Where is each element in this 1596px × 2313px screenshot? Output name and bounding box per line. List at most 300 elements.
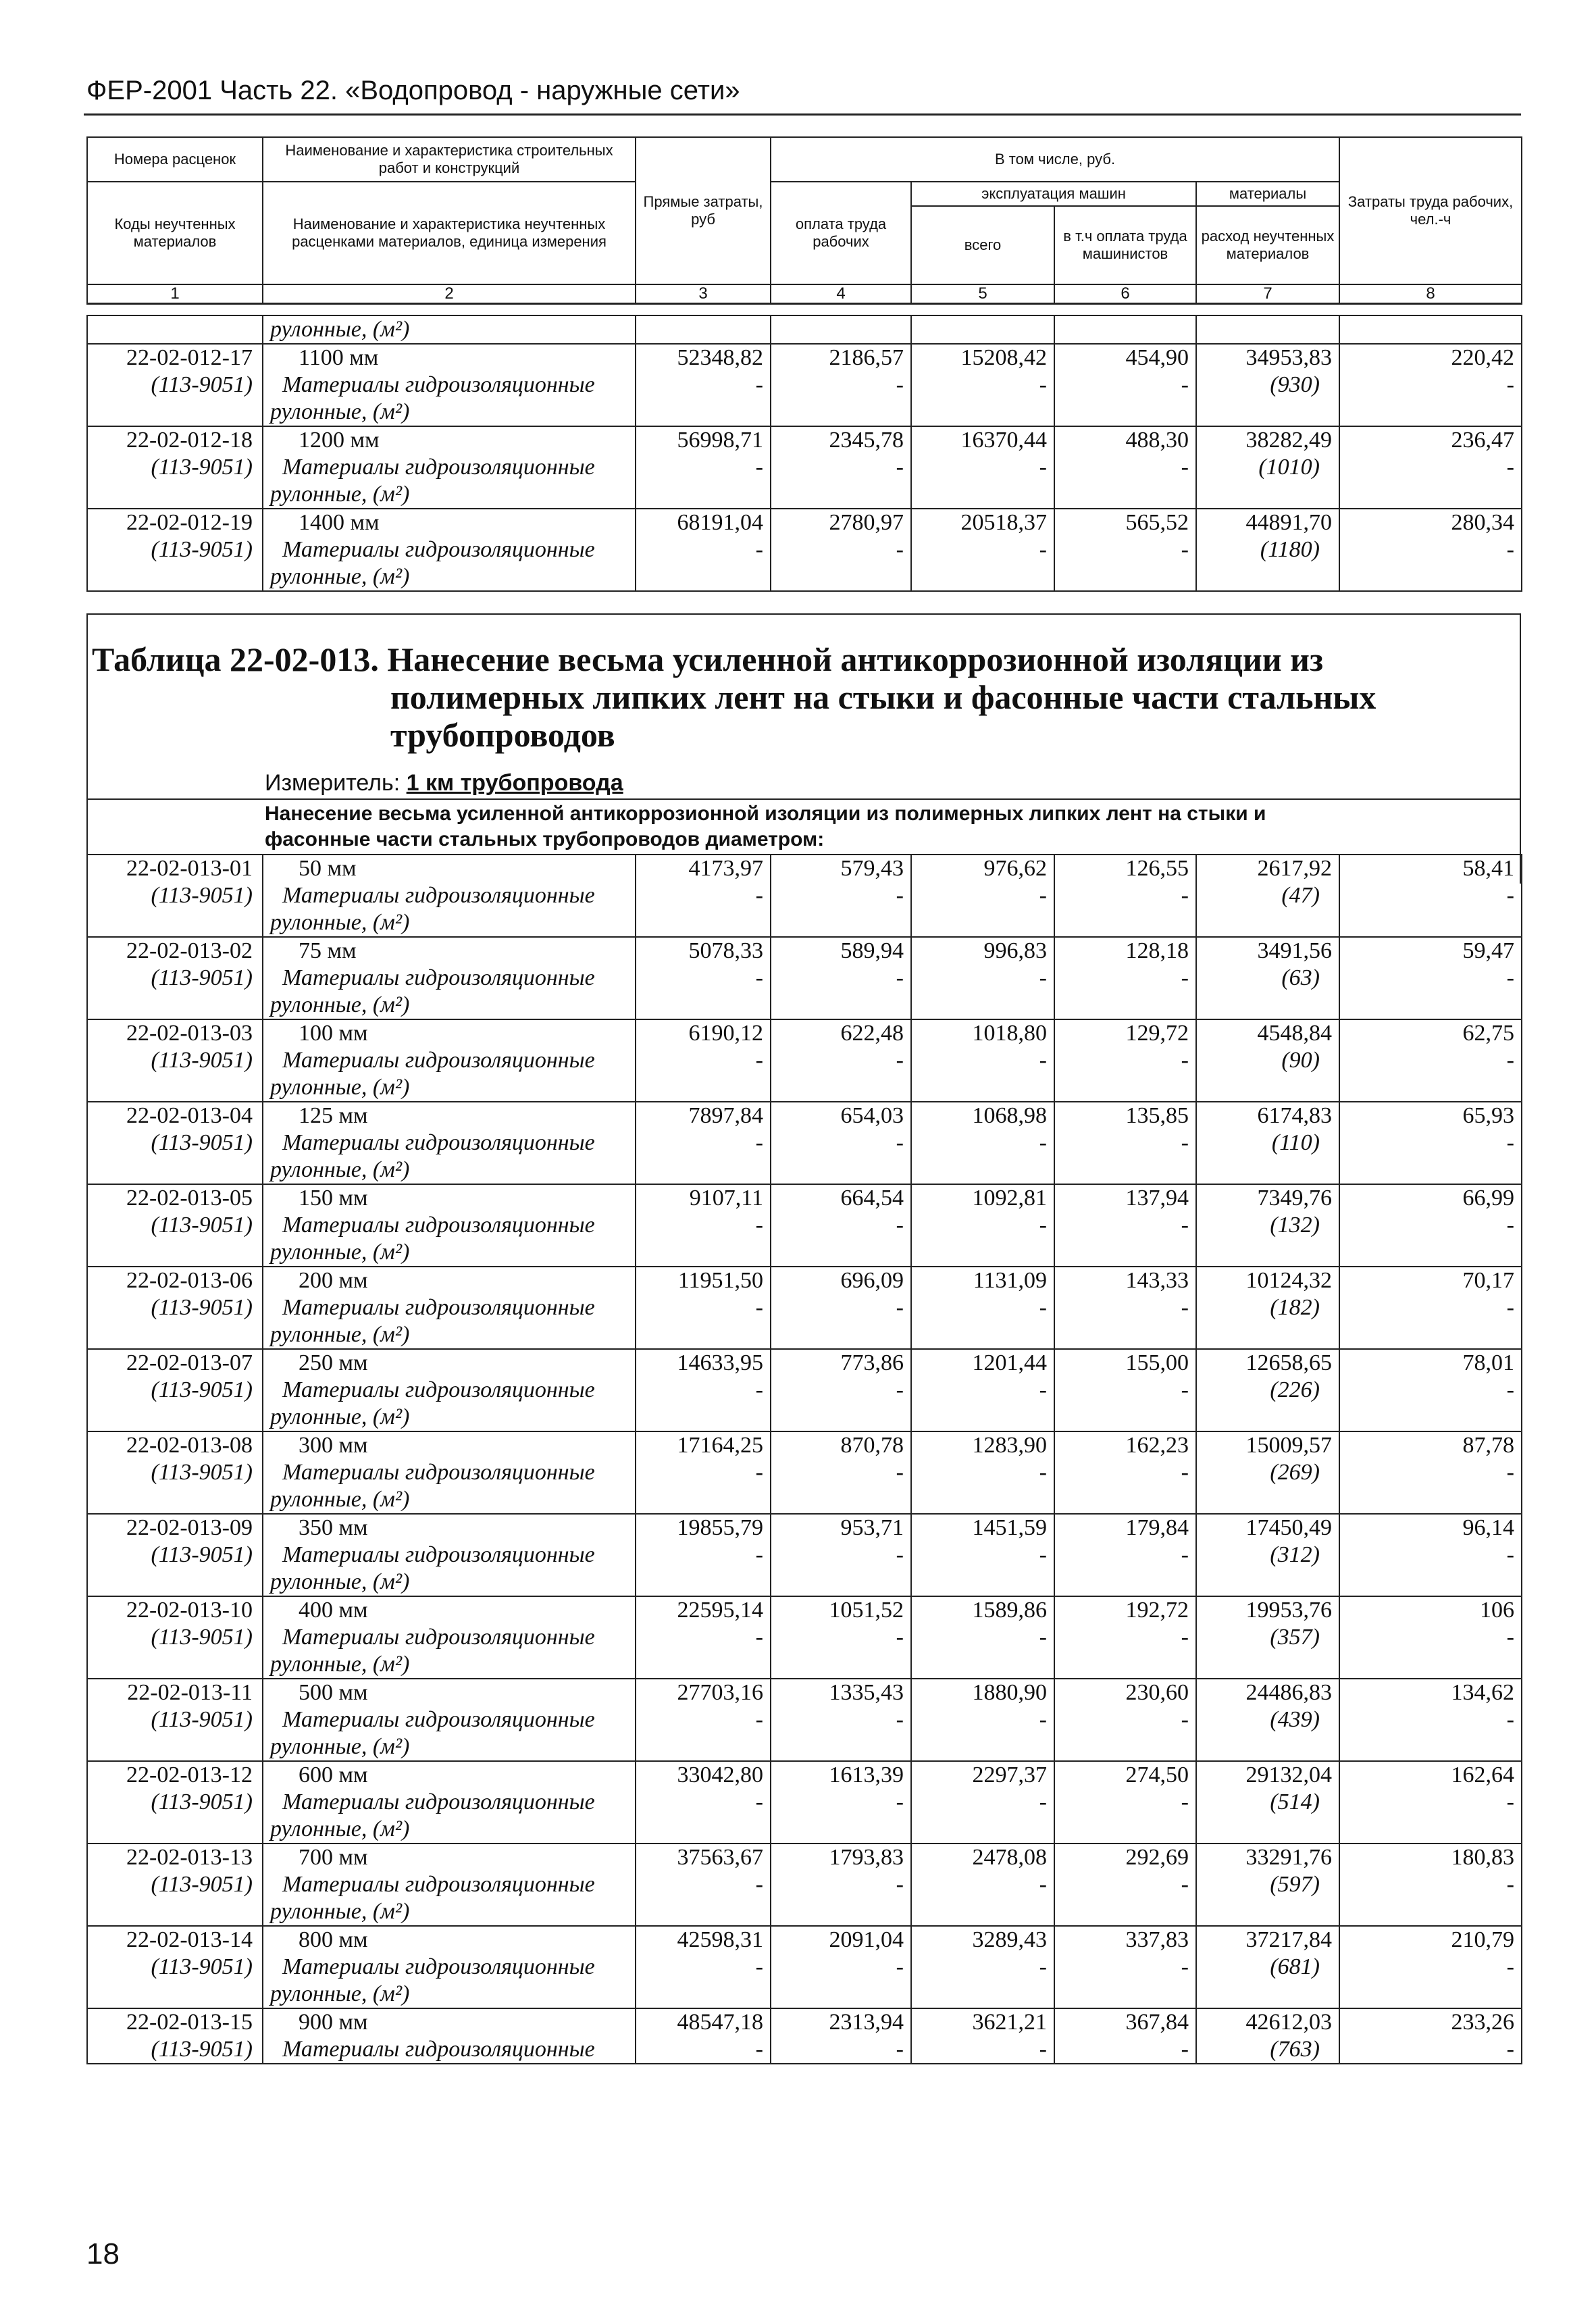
empty-cell bbox=[911, 563, 1054, 591]
work-size: 1200 мм bbox=[263, 426, 636, 454]
machines-pay: 179,84 bbox=[1054, 1514, 1196, 1542]
dash-cell: - bbox=[911, 536, 1054, 563]
empty-cell bbox=[771, 1651, 911, 1679]
labor-hours: 58,41 bbox=[1339, 855, 1522, 882]
empty-cell bbox=[911, 1321, 1054, 1349]
empty-cell bbox=[636, 1898, 771, 1926]
table-row-unit bbox=[87, 909, 1522, 937]
dash-cell: - bbox=[1339, 1954, 1522, 1981]
material-qty: (312) bbox=[1196, 1542, 1339, 1569]
dash-cell: - bbox=[771, 372, 911, 399]
material-code: (113-9051) bbox=[87, 1954, 263, 1981]
empty-cell bbox=[1339, 481, 1522, 509]
table-title bbox=[92, 640, 1517, 754]
labor-hours: 134,62 bbox=[1339, 1679, 1522, 1706]
empty-cell bbox=[771, 1239, 911, 1267]
header-rule bbox=[84, 113, 1521, 116]
dash-cell: - bbox=[1054, 1789, 1196, 1816]
material-name: Материалы гидроизоляционные bbox=[263, 965, 636, 992]
dash-cell: - bbox=[1339, 1624, 1522, 1651]
empty-cell bbox=[1339, 563, 1522, 591]
dash-cell: - bbox=[771, 1047, 911, 1074]
dash-cell: - bbox=[636, 1624, 771, 1651]
dash-cell: - bbox=[911, 1624, 1054, 1651]
table-row bbox=[87, 1267, 1522, 1294]
material-name: Материалы гидроизоляционные bbox=[263, 1624, 636, 1651]
section-heading-line1: Нанесение весьма усиленной антикоррозионной изоляции из полимерных липких лент на стыки и bbox=[265, 803, 1266, 825]
header-labor-hours: Затраты труда рабочих, чел.-ч bbox=[1339, 137, 1522, 284]
dash-cell: - bbox=[636, 1706, 771, 1733]
empty-cell bbox=[911, 1898, 1054, 1926]
material-name: Материалы гидроизоляционные bbox=[263, 882, 636, 909]
material-qty: (226) bbox=[1196, 1377, 1339, 1404]
dash-cell: - bbox=[636, 1129, 771, 1156]
labor-pay: 2313,94 bbox=[771, 2008, 911, 2036]
work-size: 150 мм bbox=[263, 1184, 636, 1212]
labor-pay: 622,48 bbox=[771, 1019, 911, 1047]
empty-cell bbox=[911, 909, 1054, 937]
table-row-material bbox=[87, 454, 1522, 481]
direct-costs: 14633,95 bbox=[636, 1349, 771, 1377]
materials-cost: 15009,57 bbox=[1196, 1431, 1339, 1459]
labor-hours: 62,75 bbox=[1339, 1019, 1522, 1047]
machines-total: 20518,37 bbox=[911, 509, 1054, 536]
dash-cell: - bbox=[636, 1459, 771, 1486]
material-unit: рулонные, (м²) bbox=[263, 1486, 636, 1514]
work-size: 350 мм bbox=[263, 1514, 636, 1542]
dash-cell: - bbox=[1339, 1129, 1522, 1156]
table-header bbox=[86, 136, 1522, 305]
machines-total: 976,62 bbox=[911, 855, 1054, 882]
empty-cell bbox=[911, 1651, 1054, 1679]
work-size: 800 мм bbox=[263, 1926, 636, 1954]
material-unit: рулонные, (м²) bbox=[263, 909, 636, 937]
empty-cell bbox=[911, 992, 1054, 1019]
material-name: Материалы гидроизоляционные bbox=[263, 1871, 636, 1898]
empty-cell bbox=[1054, 315, 1196, 344]
header-num: 2 bbox=[263, 284, 636, 304]
empty-cell bbox=[636, 1569, 771, 1596]
dash-cell: - bbox=[911, 1377, 1054, 1404]
machines-pay: 488,30 bbox=[1054, 426, 1196, 454]
empty-cell bbox=[771, 399, 911, 426]
materials-cost: 17450,49 bbox=[1196, 1514, 1339, 1542]
empty-cell bbox=[1339, 1816, 1522, 1844]
material-code: (113-9051) bbox=[87, 1294, 263, 1321]
material-unit: рулонные, (м²) bbox=[263, 399, 636, 426]
empty-cell bbox=[1054, 399, 1196, 426]
table-row-unit bbox=[87, 1981, 1522, 2008]
dash-cell: - bbox=[636, 1047, 771, 1074]
empty-cell bbox=[1054, 1486, 1196, 1514]
empty-cell bbox=[911, 399, 1054, 426]
header-machines: эксплуатация машин bbox=[911, 182, 1196, 206]
table2-body bbox=[86, 854, 1522, 2064]
rate-code: 22-02-012-18 bbox=[87, 426, 263, 454]
dash-cell: - bbox=[771, 2036, 911, 2064]
empty-cell bbox=[1054, 1321, 1196, 1349]
dash-cell: - bbox=[636, 1377, 771, 1404]
table-row-unit bbox=[87, 1486, 1522, 1514]
empty-cell bbox=[87, 1981, 263, 2008]
table-row bbox=[87, 1019, 1522, 1047]
material-name: Материалы гидроизоляционные bbox=[263, 2036, 636, 2064]
materials-cost: 4548,84 bbox=[1196, 1019, 1339, 1047]
section-rule bbox=[86, 798, 1521, 800]
dash-cell: - bbox=[636, 1954, 771, 1981]
material-name: Материалы гидроизоляционные bbox=[263, 1542, 636, 1569]
empty-cell bbox=[1196, 1486, 1339, 1514]
empty-cell bbox=[636, 481, 771, 509]
dash-cell: - bbox=[1054, 1047, 1196, 1074]
labor-pay: 1051,52 bbox=[771, 1596, 911, 1624]
table-row bbox=[87, 855, 1522, 882]
labor-pay: 579,43 bbox=[771, 855, 911, 882]
dash-cell: - bbox=[636, 454, 771, 481]
work-size: 300 мм bbox=[263, 1431, 636, 1459]
table-row-material bbox=[87, 2036, 1522, 2064]
table-title-line2: полимерных липких лент на стыки и фасонные части стальных bbox=[390, 678, 1376, 716]
material-unit: рулонные, (м²) bbox=[263, 1981, 636, 2008]
work-size: 200 мм bbox=[263, 1267, 636, 1294]
table-row-material bbox=[87, 536, 1522, 563]
empty-cell bbox=[1196, 1404, 1339, 1431]
table-row-material bbox=[87, 882, 1522, 909]
empty-cell bbox=[636, 1733, 771, 1761]
labor-hours: 96,14 bbox=[1339, 1514, 1522, 1542]
empty-cell bbox=[1196, 1321, 1339, 1349]
dash-cell: - bbox=[771, 1871, 911, 1898]
dash-cell: - bbox=[1339, 1789, 1522, 1816]
empty-cell bbox=[911, 1816, 1054, 1844]
empty-cell bbox=[636, 1404, 771, 1431]
work-size: 75 мм bbox=[263, 937, 636, 965]
machines-total: 1018,80 bbox=[911, 1019, 1054, 1047]
work-size: 1100 мм bbox=[263, 344, 636, 372]
empty-cell bbox=[1196, 992, 1339, 1019]
dash-cell: - bbox=[1054, 1294, 1196, 1321]
table-row bbox=[87, 1761, 1522, 1789]
dash-cell: - bbox=[911, 882, 1054, 909]
direct-costs: 5078,33 bbox=[636, 937, 771, 965]
title-frame-left bbox=[86, 613, 88, 884]
dash-cell: - bbox=[636, 1212, 771, 1239]
direct-costs: 17164,25 bbox=[636, 1431, 771, 1459]
dash-cell: - bbox=[911, 965, 1054, 992]
labor-pay: 1613,39 bbox=[771, 1761, 911, 1789]
material-qty: (439) bbox=[1196, 1706, 1339, 1733]
labor-pay: 2780,97 bbox=[771, 509, 911, 536]
rate-code: 22-02-013-08 bbox=[87, 1431, 263, 1459]
empty-cell bbox=[636, 1651, 771, 1679]
rate-code: 22-02-012-19 bbox=[87, 509, 263, 536]
dash-cell: - bbox=[911, 1294, 1054, 1321]
material-unit: рулонные, (м²) bbox=[263, 1569, 636, 1596]
title-frame-top bbox=[86, 613, 1521, 615]
empty-cell bbox=[1054, 1733, 1196, 1761]
empty-cell bbox=[636, 992, 771, 1019]
materials-cost: 38282,49 bbox=[1196, 426, 1339, 454]
table-row bbox=[87, 509, 1522, 536]
labor-hours: 210,79 bbox=[1339, 1926, 1522, 1954]
labor-pay: 2186,57 bbox=[771, 344, 911, 372]
labor-hours: 162,64 bbox=[1339, 1761, 1522, 1789]
machines-pay: 155,00 bbox=[1054, 1349, 1196, 1377]
machines-pay: 337,83 bbox=[1054, 1926, 1196, 1954]
empty-cell bbox=[87, 315, 263, 344]
direct-costs: 22595,14 bbox=[636, 1596, 771, 1624]
rate-code: 22-02-013-10 bbox=[87, 1596, 263, 1624]
material-qty: (90) bbox=[1196, 1047, 1339, 1074]
rate-code: 22-02-013-12 bbox=[87, 1761, 263, 1789]
dash-cell: - bbox=[771, 1212, 911, 1239]
empty-cell bbox=[771, 1486, 911, 1514]
header-num: 4 bbox=[771, 284, 911, 304]
dash-cell: - bbox=[636, 2036, 771, 2064]
dash-cell: - bbox=[1054, 1954, 1196, 1981]
materials-cost: 34953,83 bbox=[1196, 344, 1339, 372]
dash-cell: - bbox=[771, 1542, 911, 1569]
header-machines-pay: в т.ч оплата труда машинистов bbox=[1054, 206, 1196, 284]
dash-cell: - bbox=[771, 1954, 911, 1981]
empty-cell bbox=[636, 1981, 771, 2008]
material-code: (113-9051) bbox=[87, 1871, 263, 1898]
material-unit: рулонные, (м²) bbox=[263, 1074, 636, 1102]
labor-pay: 870,78 bbox=[771, 1431, 911, 1459]
rate-code: 22-02-013-02 bbox=[87, 937, 263, 965]
materials-cost: 3491,56 bbox=[1196, 937, 1339, 965]
dash-cell: - bbox=[1339, 1706, 1522, 1733]
table-title-line3: трубопроводов bbox=[390, 716, 615, 754]
dash-cell: - bbox=[1054, 1542, 1196, 1569]
machines-pay: 292,69 bbox=[1054, 1844, 1196, 1871]
table-row-material bbox=[87, 965, 1522, 992]
dash-cell: - bbox=[771, 1377, 911, 1404]
direct-costs: 9107,11 bbox=[636, 1184, 771, 1212]
material-name: Материалы гидроизоляционные bbox=[263, 1706, 636, 1733]
empty-cell bbox=[771, 481, 911, 509]
header-labor-pay: оплата труда рабочих bbox=[771, 182, 911, 284]
empty-cell bbox=[911, 1074, 1054, 1102]
dash-cell: - bbox=[1054, 1706, 1196, 1733]
header-materials-unaccounted: расход неучтенных материалов bbox=[1196, 206, 1339, 284]
empty-cell bbox=[1054, 1239, 1196, 1267]
material-code: (113-9051) bbox=[87, 965, 263, 992]
direct-costs: 7897,84 bbox=[636, 1102, 771, 1129]
empty-cell bbox=[1054, 1404, 1196, 1431]
table-row-unit bbox=[87, 1404, 1522, 1431]
material-qty: (63) bbox=[1196, 965, 1339, 992]
dash-cell: - bbox=[771, 1129, 911, 1156]
empty-cell bbox=[87, 1239, 263, 1267]
table-row-unit bbox=[87, 481, 1522, 509]
empty-cell bbox=[1054, 1816, 1196, 1844]
table-row bbox=[87, 2008, 1522, 2036]
empty-cell bbox=[1339, 1321, 1522, 1349]
empty-cell bbox=[771, 1569, 911, 1596]
direct-costs: 33042,80 bbox=[636, 1761, 771, 1789]
empty-cell bbox=[636, 1156, 771, 1184]
header-col2-top: Наименование и характеристика строительных работ и конструкций bbox=[263, 137, 636, 182]
labor-hours: 180,83 bbox=[1339, 1844, 1522, 1871]
rate-code: 22-02-013-09 bbox=[87, 1514, 263, 1542]
material-code: (113-9051) bbox=[87, 1047, 263, 1074]
machines-pay: 230,60 bbox=[1054, 1679, 1196, 1706]
empty-cell bbox=[1054, 992, 1196, 1019]
materials-cost: 10124,32 bbox=[1196, 1267, 1339, 1294]
empty-cell bbox=[1339, 1486, 1522, 1514]
header-col2-bottom: Наименование и характеристика неучтенных расценками материалов, единица измерения bbox=[263, 182, 636, 284]
table-row bbox=[87, 1349, 1522, 1377]
materials-cost: 7349,76 bbox=[1196, 1184, 1339, 1212]
material-qty: (47) bbox=[1196, 882, 1339, 909]
direct-costs: 11951,50 bbox=[636, 1267, 771, 1294]
dash-cell: - bbox=[911, 1871, 1054, 1898]
empty-cell bbox=[87, 1733, 263, 1761]
labor-pay: 773,86 bbox=[771, 1349, 911, 1377]
material-code: (113-9051) bbox=[87, 454, 263, 481]
empty-cell bbox=[911, 1404, 1054, 1431]
dash-cell: - bbox=[771, 1459, 911, 1486]
header-including: В том числе, руб. bbox=[771, 137, 1339, 182]
dash-cell: - bbox=[1054, 536, 1196, 563]
dash-cell: - bbox=[1054, 2036, 1196, 2064]
rate-code: 22-02-013-14 bbox=[87, 1926, 263, 1954]
empty-cell bbox=[771, 315, 911, 344]
machines-total: 1283,90 bbox=[911, 1431, 1054, 1459]
empty-cell bbox=[1196, 1981, 1339, 2008]
table-row-material bbox=[87, 1294, 1522, 1321]
rate-code: 22-02-013-04 bbox=[87, 1102, 263, 1129]
dash-cell: - bbox=[636, 882, 771, 909]
machines-pay: 367,84 bbox=[1054, 2008, 1196, 2036]
header-col1-bottom: Коды неучтенных материалов bbox=[87, 182, 263, 284]
material-qty: (269) bbox=[1196, 1459, 1339, 1486]
dash-cell: - bbox=[911, 454, 1054, 481]
material-name: Материалы гидроизоляционные bbox=[263, 454, 636, 481]
machines-pay: 274,50 bbox=[1054, 1761, 1196, 1789]
material-code: (113-9051) bbox=[87, 1129, 263, 1156]
material-qty: (357) bbox=[1196, 1624, 1339, 1651]
dash-cell: - bbox=[1339, 536, 1522, 563]
empty-cell bbox=[911, 315, 1054, 344]
work-size: 500 мм bbox=[263, 1679, 636, 1706]
empty-cell bbox=[636, 315, 771, 344]
dash-cell: - bbox=[1054, 454, 1196, 481]
table-row bbox=[87, 1102, 1522, 1129]
material-unit: рулонные, (м²) bbox=[263, 563, 636, 591]
material-name: Материалы гидроизоляционные bbox=[263, 1459, 636, 1486]
empty-cell bbox=[1339, 909, 1522, 937]
labor-hours: 78,01 bbox=[1339, 1349, 1522, 1377]
material-code: (113-9051) bbox=[87, 1624, 263, 1651]
work-size: 125 мм bbox=[263, 1102, 636, 1129]
header-machines-total: всего bbox=[911, 206, 1054, 284]
labor-pay: 664,54 bbox=[771, 1184, 911, 1212]
rate-code: 22-02-013-03 bbox=[87, 1019, 263, 1047]
empty-cell bbox=[1196, 1733, 1339, 1761]
materials-cost: 44891,70 bbox=[1196, 509, 1339, 536]
dash-cell: - bbox=[771, 965, 911, 992]
material-unit: рулонные, (м²) bbox=[263, 1156, 636, 1184]
work-size: 100 мм bbox=[263, 1019, 636, 1047]
empty-cell bbox=[87, 1404, 263, 1431]
labor-pay: 1335,43 bbox=[771, 1679, 911, 1706]
machines-pay: 143,33 bbox=[1054, 1267, 1196, 1294]
material-unit: рулонные, (м²) bbox=[263, 992, 636, 1019]
table-row-material bbox=[87, 1377, 1522, 1404]
material-unit: рулонные, (м²) bbox=[263, 1404, 636, 1431]
empty-cell bbox=[911, 1733, 1054, 1761]
material-qty: (681) bbox=[1196, 1954, 1339, 1981]
direct-costs: 4173,97 bbox=[636, 855, 771, 882]
empty-cell bbox=[636, 909, 771, 937]
empty-cell bbox=[1054, 1898, 1196, 1926]
empty-cell bbox=[1196, 315, 1339, 344]
direct-costs: 52348,82 bbox=[636, 344, 771, 372]
table-row bbox=[87, 344, 1522, 372]
empty-cell bbox=[1339, 1651, 1522, 1679]
material-code: (113-9051) bbox=[87, 1706, 263, 1733]
materials-cost: 29132,04 bbox=[1196, 1761, 1339, 1789]
empty-cell bbox=[1196, 1651, 1339, 1679]
empty-cell bbox=[1196, 1816, 1339, 1844]
dash-cell: - bbox=[636, 536, 771, 563]
empty-cell bbox=[87, 563, 263, 591]
labor-hours: 236,47 bbox=[1339, 426, 1522, 454]
table-row-material bbox=[87, 1706, 1522, 1733]
empty-cell bbox=[636, 1486, 771, 1514]
table-row-material bbox=[87, 1129, 1522, 1156]
header-num: 7 bbox=[1196, 284, 1339, 304]
dash-cell: - bbox=[771, 1294, 911, 1321]
empty-cell bbox=[1196, 1074, 1339, 1102]
dash-cell: - bbox=[771, 1789, 911, 1816]
header-num: 5 bbox=[911, 284, 1054, 304]
material-unit: рулонные, (м²) bbox=[263, 1239, 636, 1267]
empty-cell bbox=[771, 992, 911, 1019]
rate-code: 22-02-013-05 bbox=[87, 1184, 263, 1212]
table-row bbox=[87, 1844, 1522, 1871]
empty-cell bbox=[1196, 1569, 1339, 1596]
table-row-unit bbox=[87, 1733, 1522, 1761]
machines-total: 15208,42 bbox=[911, 344, 1054, 372]
empty-cell bbox=[1339, 1156, 1522, 1184]
rate-code: 22-02-013-01 bbox=[87, 855, 263, 882]
dash-cell: - bbox=[636, 1542, 771, 1569]
dash-cell: - bbox=[911, 1047, 1054, 1074]
dash-cell: - bbox=[911, 1542, 1054, 1569]
labor-pay: 654,03 bbox=[771, 1102, 911, 1129]
direct-costs: 68191,04 bbox=[636, 509, 771, 536]
material-code: (113-9051) bbox=[87, 372, 263, 399]
material-name: Материалы гидроизоляционные bbox=[263, 1047, 636, 1074]
direct-costs: 19855,79 bbox=[636, 1514, 771, 1542]
material-name: Материалы гидроизоляционные bbox=[263, 1954, 636, 1981]
empty-cell bbox=[636, 1816, 771, 1844]
empty-cell bbox=[87, 909, 263, 937]
machines-pay: 192,72 bbox=[1054, 1596, 1196, 1624]
table1-body bbox=[86, 315, 1522, 592]
machines-total: 2297,37 bbox=[911, 1761, 1054, 1789]
labor-hours: 59,47 bbox=[1339, 937, 1522, 965]
table-row-material bbox=[87, 1459, 1522, 1486]
empty-cell bbox=[771, 1816, 911, 1844]
rate-code: 22-02-013-15 bbox=[87, 2008, 263, 2036]
material-qty: (110) bbox=[1196, 1129, 1339, 1156]
machines-total: 2478,08 bbox=[911, 1844, 1054, 1871]
material-code: (113-9051) bbox=[87, 1542, 263, 1569]
